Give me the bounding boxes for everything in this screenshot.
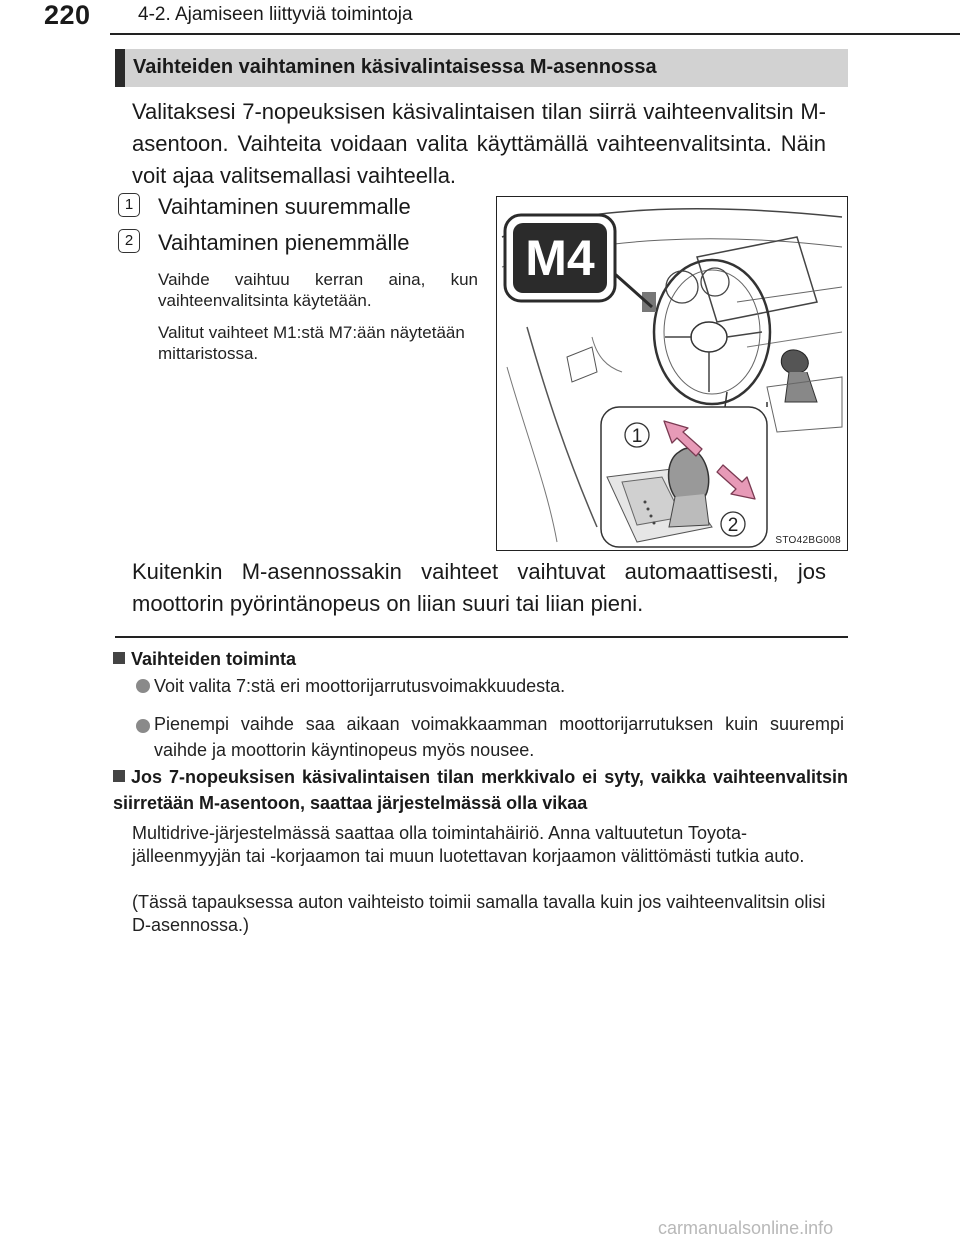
bullet-dot-icon [136, 719, 150, 733]
subsection-heading [113, 764, 848, 816]
section-banner [115, 49, 848, 87]
header-divider [110, 33, 960, 35]
body-paragraph: (Tässä tapauksessa auton vaihteisto toimii samalla tavalla kuin jos vaihteenvalitsin olisi D-asennossa.) [132, 892, 826, 935]
bullet-text: Voit valita 7:stä eri moottorijarrutusvoimakkuudesta. [154, 676, 566, 696]
item-number-badge: 2 [118, 229, 140, 253]
intro-paragraph: Valitaksesi 7-nopeuksisen käsivalintaisen tilan siirrä vaihteenvalitsin M-asentoon. Vaihteita voidaan valita käyttämällä vaihteenvalitsinta. Näin voit ajaa valitsemallasi vaihteella. [132, 99, 826, 188]
callout-1: 1 [631, 426, 643, 447]
callout-2: 2 [727, 515, 739, 536]
dashboard-drawing [497, 197, 846, 549]
section-divider [115, 636, 848, 638]
body-paragraph: Multidrive-järjestelmässä saattaa olla toimintahäiriö. Anna valtuutetun Toyota-jälleenmyyjän tai -korjaamon tai muun luotettavan korjaamon välittömästi tutkia auto. [132, 823, 805, 866]
note-shift-once: Vaihde vaihtuu kerran aina, kun vaihteenvalitsinta käytetään. [158, 270, 478, 310]
subsection-heading [113, 649, 296, 670]
note-gear-display: Valitut vaihteet M1:stä M7:ään näytetään mittaristossa. [158, 323, 465, 363]
subsection-heading-text: Vaihteiden toiminta [131, 649, 297, 669]
after-paragraph: Kuitenkin M-asennossakin vaihteet vaihtuvat automaattisesti, jos moottorin pyörintänopeus on liian suuri tai liian pieni. [132, 559, 826, 616]
item-number-badge: 1 [118, 193, 140, 217]
bullet-text: Pienempi vaihde saa aikaan voimakkaamman moottorijarrutuksen kuin suurempi vaihde ja moottorin käyntinopeus myös nousee. [154, 714, 844, 760]
page-number: 220 [44, 0, 91, 30]
bullet-dot-icon [136, 679, 150, 693]
gear-display-label: M4 [525, 230, 595, 286]
shift-lever-illustration [496, 196, 848, 551]
subsection-heading-text: Jos 7-nopeuksisen käsivalintaisen tilan merkkivalo ei syty, vaikka vaihteenvalitsin siirretään M-asentoon, saattaa järjestelmässä olla vikaa [113, 767, 848, 813]
section-banner-bar [115, 49, 125, 87]
item-label-shift-down: Vaihtaminen pienemmälle [158, 230, 410, 255]
watermark: carmanualsonline.info [658, 1218, 834, 1238]
square-bullet-icon [113, 770, 125, 782]
section-title: Vaihteiden vaihtaminen käsivalintaisessa M-asennossa [133, 56, 657, 78]
item-label-shift-up: Vaihtaminen suuremmalle [158, 194, 411, 219]
chapter-title: 4-2. Ajamiseen liittyviä toimintoja [138, 4, 413, 25]
square-bullet-icon [113, 652, 125, 664]
figure-code: STO42BG008 [775, 535, 841, 546]
